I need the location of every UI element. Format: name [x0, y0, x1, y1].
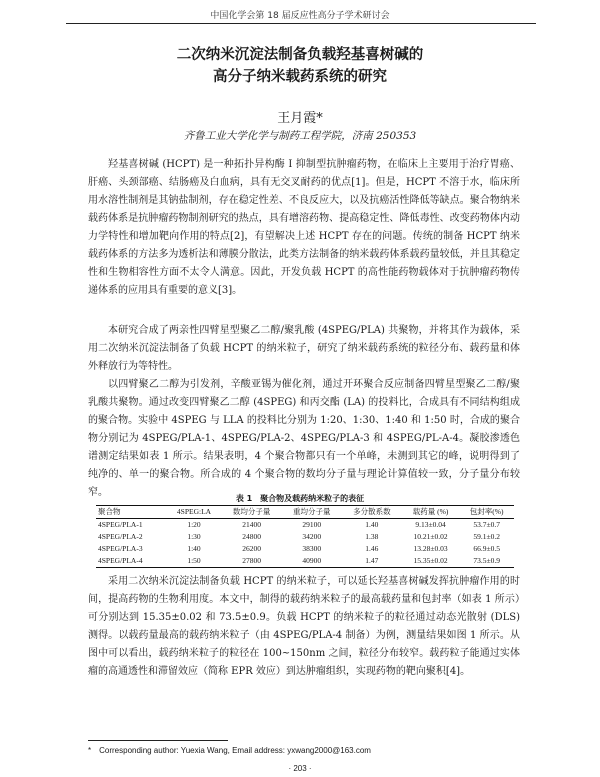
body-paragraph-1: 羟基喜树碱 (HCPT) 是一种拓扑异构酶 I 抑制型抗肿瘤药物，在临床上主要用于治疗胃癌、肝癌、头颈部癌、结肠癌及白血病，具有无交叉耐药的优点[1]。但是，HCPT 不溶于水，临床所用水溶性制剂是其钠盐制剂，存在稳定性差、不良反应大，以及抗癌活性降低等缺点。聚合物纳米载药体系是抗肿瘤药物制剂研究的热点，具有增溶药物、提高稳定性、降低毒性、改变药物体内动力学特性和增加靶向作用的特点[2]，有望解决上述 HCPT 存在的问题。传统的制备 HCPT 纳米载药体系的方法多为透析法和薄膜分散法，此类方法制备的纳米载药体系载药量较低，并且其稳定性和生物相容性方面不太令人满意。因此，开发负载 HCPT 的高性能药物载体对于抗肿瘤药物传递体系的应用具有重要的意义[3]。 [88, 159, 520, 296]
table-cell: 24800 [242, 532, 262, 541]
table-cell: 40900 [302, 556, 322, 565]
table-cell: 13.28±0.03 [413, 544, 448, 553]
table-row [96, 555, 514, 568]
table-cell: 1:20 [187, 520, 201, 529]
body-paragraph-2: 本研究合成了两亲性四臂星型聚乙二醇/聚乳酸 (4SPEG/PLA) 共聚物，并将其作为载体，采用二次纳米沉淀法制备了负载 HCPT 的纳米粒子，研究了纳米载药系统的粒径分布、载药量和体外释放行为等特性。 [88, 325, 520, 372]
title-line-1: 二次纳米沉淀法制备负载羟基喜树碱的 [176, 47, 424, 63]
header-rule [66, 23, 536, 24]
table-cell: 1.46 [365, 544, 379, 553]
table-cell: 1.38 [365, 532, 379, 541]
table-cell: 9.13±0.04 [415, 520, 446, 529]
table-cell: 38300 [302, 544, 322, 553]
table-header-cell: 包封率(%) [469, 507, 504, 516]
table-cell: 27800 [242, 556, 262, 565]
table-cell: 29100 [302, 520, 322, 529]
corresponding-author-footnote: * Corresponding author: Yuexia Wang, Email address: yxwang2000@163.com [88, 746, 371, 755]
table-cell: 59.1±0.2 [473, 532, 500, 541]
table-cell: 1:50 [187, 556, 201, 565]
author-affiliation: 齐鲁工业大学化学与制药工程学院，济南 250353 [183, 130, 417, 142]
table-cell: 21400 [242, 520, 262, 529]
table-cell: 34200 [302, 532, 322, 541]
table-cell: 53.7±0.7 [473, 520, 500, 529]
table-caption: 表 1 聚合物及载药纳米粒子的表征 [235, 494, 365, 503]
table-header-cell: 多分散系数 [353, 507, 391, 516]
table-cell: 4SPEG/PLA-4 [98, 556, 143, 565]
table-cell: 1:30 [187, 532, 201, 541]
table-row [96, 543, 514, 555]
characterization-table [96, 505, 514, 568]
title-line-2: 高分子纳米载药系统的研究 [213, 69, 387, 85]
table-cell: 4SPEG/PLA-1 [98, 520, 143, 529]
table-row [96, 519, 514, 532]
table-cell: 1.40 [365, 520, 379, 529]
table-row [96, 531, 514, 543]
table-cell: 15.35±0.02 [413, 556, 448, 565]
table-cell: 73.5±0.9 [473, 556, 500, 565]
author-name: 王月霞* [277, 111, 323, 126]
body-paragraph-3: 以四臂聚乙二醇为引发剂，辛酸亚锡为催化剂，通过开环聚合反应制备四臂星型聚乙二醇/聚乳酸共聚物。通过改变四臂聚乙二醇 (4SPEG) 和丙交酯 (LA) 的投料比，合成具有不同结构组成的聚合物。实验中 4SPEG 与 LLA 的投料比分别为 1:20、1:30、1:40 和 1:50 时，合成的聚合物分别记为 4SPEG/PLA-1、4SPEG/PLA-2、4SPEG/PLA-3 和 4SPEG/PL-A-4。凝胶渗透色谱测定结果如表 1 所示。结果表明，4 个聚合物都只有一个单峰，未测到其它的峰，说明得到了纯净的、单一的聚合物。所合成的 4 个聚合物的数均分子量与理论计算值较一致，分子量分布较窄。 [88, 379, 520, 498]
body-paragraph-4: 采用二次纳米沉淀法制备负载 HCPT 的纳米粒子，可以延长羟基喜树碱发挥抗肿瘤作用的时间，提高药物的生物利用度。本文中，制得的载药纳米粒子的最高载药量和包封率（如表 1 所示）可分别达到 15.35±0.02 和 73.5±0.9。负载 HCPT 的纳米粒子的粒径通过动态光散射 (DLS) 测得。以载药量最高的载药纳米粒子（由 4SPEG/PLA-4 制备）为例，测量结果如图 1 所示。从图中可以看出，载药纳米粒子的粒径在 100~150nm 之间，粒径分布较窄。载药粒子能通过实体瘤的高通透性和滞留效应（简称 EPR 效应）到达肿瘤组织，实现药物的靶向聚积[4]。 [88, 576, 520, 677]
table-cell: 1.47 [365, 556, 379, 565]
table-header-row [96, 506, 514, 519]
table-cell: 26200 [242, 544, 262, 553]
table-cell: 4SPEG/PLA-2 [98, 532, 143, 541]
table-header-cell: 4SPEG:LA [176, 507, 212, 516]
table-cell: 4SPEG/PLA-3 [98, 544, 143, 553]
footnote-rule [88, 740, 228, 741]
table-header-cell: 聚合物 [98, 507, 121, 516]
table-header-cell: 重均分子量 [293, 507, 331, 516]
table-header-cell: 载药量 (%) [412, 507, 449, 516]
table-header-cell: 数均分子量 [232, 507, 271, 516]
table-cell: 10.21±0.02 [413, 532, 448, 541]
running-header: 中国化学会第 18 届反应性高分子学术研讨会 [210, 11, 390, 21]
paper-title [0, 44, 600, 88]
table-cell: 66.9±0.5 [473, 544, 500, 553]
page-number: · 203 · [288, 764, 312, 773]
table-cell: 1:40 [187, 544, 201, 553]
